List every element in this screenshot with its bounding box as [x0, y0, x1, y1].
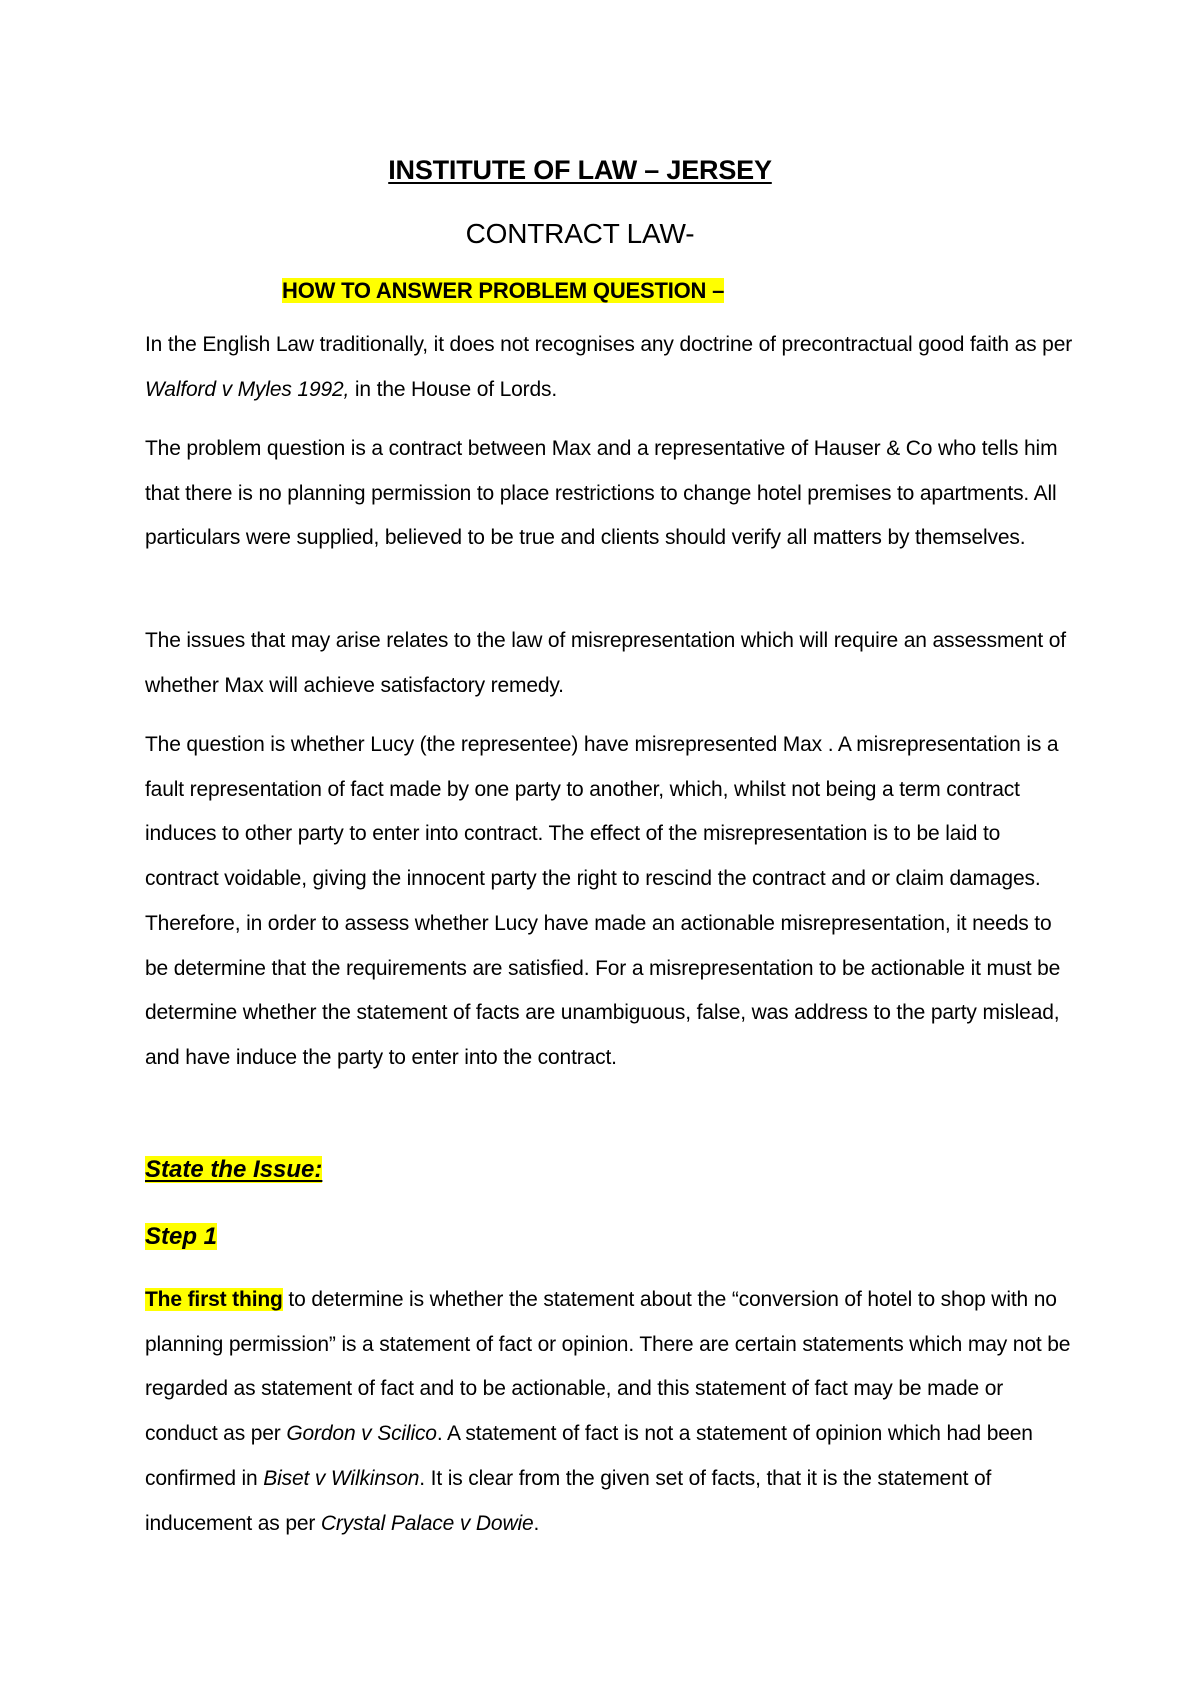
step-1-text-part3: . It is clear from the given set of facts, that it is the statement of inducement as per [145, 1466, 992, 1535]
title-contract-law: CONTRACT LAW- [465, 218, 695, 249]
document-subtitle [0, 217, 1160, 251]
paragraph-problem: The problem question is a contract between Max and a representative of Hauser & Co who tells him that there is no planning permission to place restrictions to change hotel premises to apartments. All particulars were supplied, believed to be true and clients should verify all matters by themselves. [145, 437, 1058, 550]
paragraph-question: The question is whether Lucy (the representee) have misrepresented Max . A misrepresentation is a fault representation of fact made by one party to another, which, whilst not being a term contract induces to other party to enter into contract. The effect of the misrepresentation is to be laid to contract voidable, giving the innocent party the right to rescind the contract and or claim damages. Therefore, in order to assess whether Lucy have made an actionable misrepresentation, it needs to be determine that the requirements are satisfied. For a misrepresentation to be actionable it must be determine whether the statement of facts are unambiguous, false, was address to the party mislead, and have induce the party to enter into the contract. [145, 733, 1061, 1069]
heading-step-1 [145, 1222, 217, 1252]
paragraph-issues: The issues that may arise relates to the law of misrepresentation which will require an assessment of whether Max will achieve satisfactory remedy. [145, 629, 1066, 697]
step-1-text-part4: . [533, 1511, 540, 1535]
title-institute: INSTITUTE OF LAW – JERSEY [388, 155, 772, 185]
heading-state-issue [145, 1155, 322, 1185]
paragraph-intro [145, 323, 1075, 412]
heading-state-issue-text: State the Issue: [145, 1156, 323, 1183]
case-citation: Biset v Wilkinson [263, 1466, 420, 1490]
heading-step-1-text: Step 1 [145, 1223, 218, 1250]
case-citation: Gordon v Scilico [286, 1422, 437, 1446]
step-1-text-part2: . A statement of fact is not a statement of opinion which had been confirmed in [145, 1422, 1033, 1490]
case-citation: Crystal Palace v Dowie [320, 1511, 534, 1535]
section-heading [282, 276, 724, 306]
paragraph-step-1 [145, 1278, 1075, 1546]
paragraph-intro-text: In the English Law traditionally, it does not recognises any doctrine of precontractual good faith as per [145, 333, 1073, 356]
highlighted-lead: The first thing [145, 1288, 283, 1311]
step-1-text-part1: to determine is whether the statement about the “conversion of hotel to shop with no planning permission” is a statement of fact or opinion. There are certain statements which may not be regarded as statement of fact and to be actionable, and this statement of fact may be made or conduct as per [145, 1288, 1071, 1446]
document-title [0, 153, 1160, 187]
case-citation: Walford v Myles 1992, [145, 377, 350, 401]
highlighted-heading: HOW TO ANSWER PROBLEM QUESTION – [282, 278, 725, 303]
paragraph-intro-tail: in the House of Lords. [349, 377, 558, 401]
